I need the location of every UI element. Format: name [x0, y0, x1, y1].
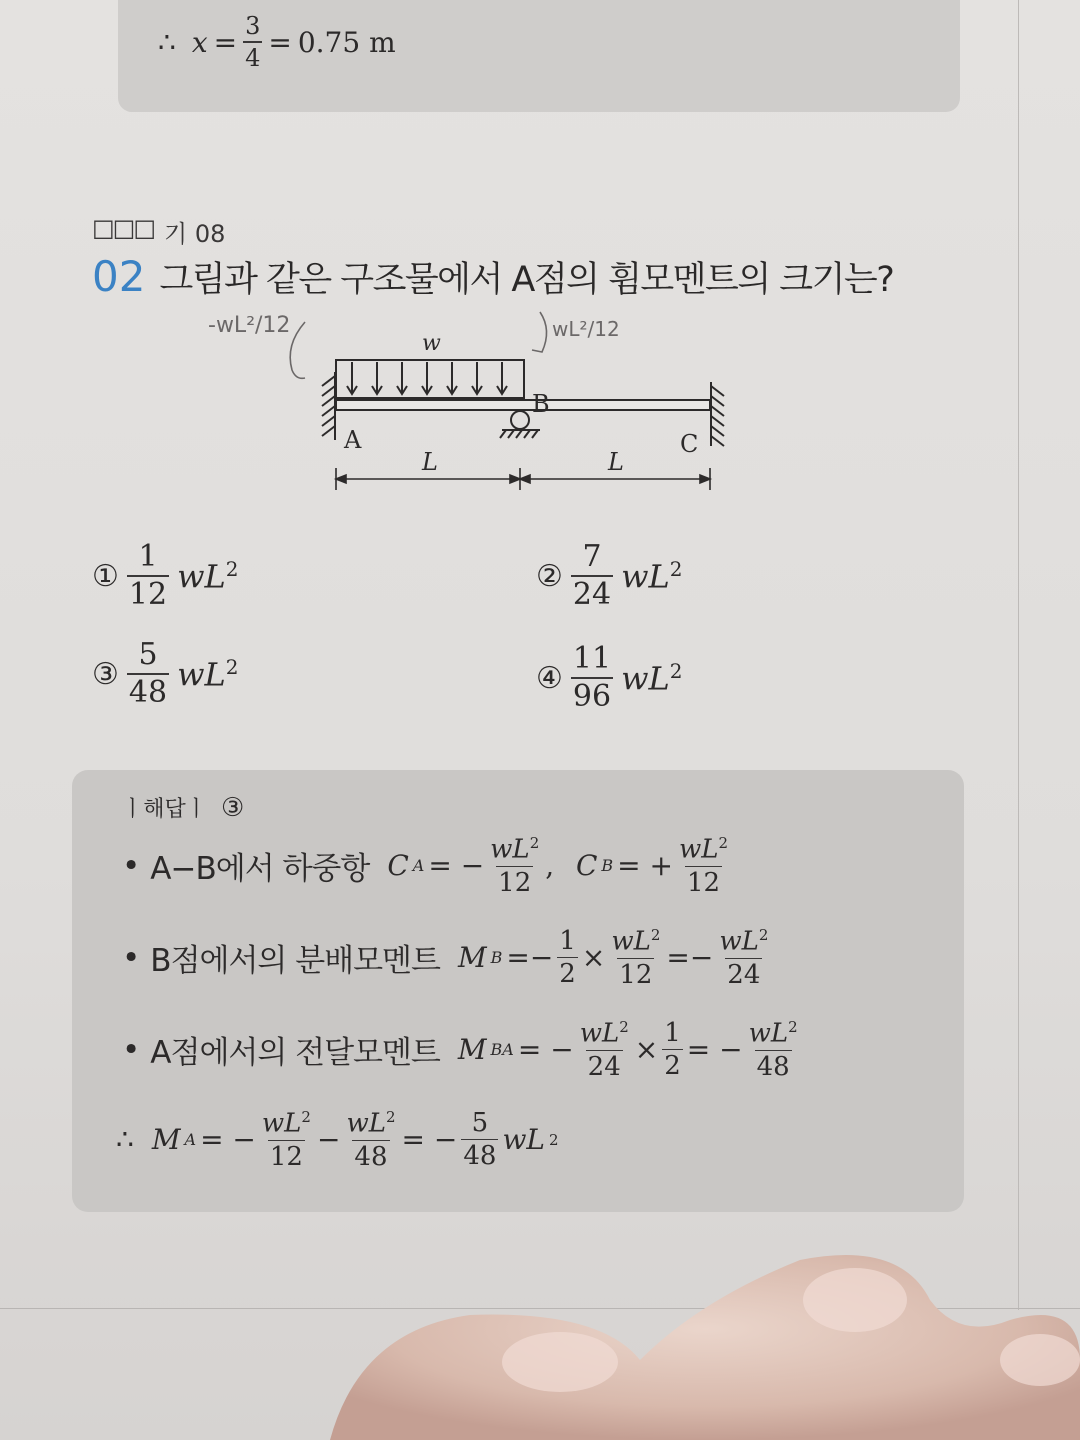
handwritten-left-text: -wL²/12 — [208, 313, 291, 338]
handwritten-right-text: wL²/12 — [552, 317, 620, 341]
load-label-w: w — [422, 331, 441, 356]
solution-final-math: ∴ M A = − $\frac{wL^2}{12}$ − $\frac{wL^2}{48}$ = − $\frac{5}{48}$ wL 2 — [116, 1108, 559, 1172]
frac-1-2: $\frac{1}{2}$ — [664, 1018, 681, 1082]
fingernail-3 — [1000, 1334, 1080, 1386]
frac-wl2-12: $\frac{wL^2}{12}$ — [490, 834, 540, 898]
label-point-b: B — [532, 390, 550, 418]
choice-3-exponent: 2 — [225, 654, 239, 679]
previous-solution-box — [118, 0, 960, 112]
choice-3-expr: wL — [177, 655, 226, 694]
choice-4-fraction — [571, 641, 613, 714]
choice-2-exponent: 2 — [669, 556, 683, 581]
exam-tag: 기 08 — [164, 220, 226, 248]
choice-1-expr: wL — [177, 557, 226, 596]
frac-1-2: $\frac{1}{2}$ — [559, 926, 576, 990]
choice-3-denominator: 48 — [128, 675, 168, 710]
frac-5-48: $\frac{5}{48}$ — [463, 1108, 497, 1172]
variable-x: x — [191, 25, 208, 59]
label-point-c: C — [680, 430, 699, 458]
choice-2-numerator: 7 — [582, 539, 602, 574]
adjacent-page-edge — [1018, 0, 1080, 1310]
result-value: 0.75 m — [297, 25, 396, 59]
solution-box — [72, 770, 964, 1212]
review-checkboxes: □□□ — [92, 214, 155, 242]
frac-wl2-24: $\frac{wL^2}{24}$ — [579, 1018, 629, 1082]
choice-3-numerator: 5 — [138, 637, 158, 672]
handwritten-left-note — [208, 313, 305, 378]
choice-3[interactable] — [92, 637, 239, 710]
fixed-support-a — [322, 372, 335, 440]
solution-line-3-text: A점에서의 전달모멘트 — [150, 1035, 440, 1072]
label-point-a: A — [344, 426, 362, 454]
choice-2[interactable] — [536, 539, 683, 612]
page-bottom-rule — [0, 1308, 1080, 1309]
choice-4-expression — [621, 659, 682, 698]
choice-1[interactable] — [92, 539, 239, 612]
therefore-symbol: ∴ — [158, 25, 176, 59]
choice-4-exponent: 2 — [669, 658, 683, 683]
distributed-load — [336, 360, 524, 398]
beam-figure — [180, 300, 780, 510]
frac-wl2-48: $\frac{wL^2}{48}$ — [346, 1108, 396, 1172]
choice-2-denominator: 24 — [572, 577, 612, 612]
bullet: • — [122, 847, 141, 884]
solution-line-2 — [122, 928, 770, 988]
fraction-denominator: 4 — [243, 41, 262, 70]
choice-2-expr: wL — [621, 557, 670, 596]
choice-1-expression — [177, 557, 238, 596]
choice-2-expression — [621, 557, 682, 596]
solution-line-1 — [122, 836, 730, 896]
choice-1-numerator: 1 — [138, 539, 158, 574]
problem-question: 그림과 같은 구조물에서 A점의 휨모멘트의 크기는? — [159, 260, 894, 300]
choice-1-fraction — [127, 539, 169, 612]
choice-1-exponent: 2 — [225, 556, 239, 581]
fingernail-2 — [803, 1268, 907, 1332]
choice-4[interactable] — [536, 641, 683, 714]
span-label-ab: L — [422, 448, 438, 476]
frac-wl2-24: $\frac{wL^2}{24}$ — [719, 926, 769, 990]
equals-sign: = — [213, 25, 238, 59]
problem-title — [92, 252, 893, 302]
choice-2-mark: ② — [536, 558, 563, 594]
fraction-3-4 — [243, 14, 262, 70]
frac-wl2-48: $\frac{wL^2}{48}$ — [748, 1018, 798, 1082]
previous-result — [158, 14, 396, 70]
solution-line-2-text: B점에서의 분배모멘트 — [150, 943, 440, 980]
solution-header — [122, 792, 244, 823]
frac-wl2-12: $\frac{wL^2}{12}$ — [678, 834, 729, 898]
bullet: • — [122, 939, 141, 976]
frac-wl2-12: $\frac{wL^2}{12}$ — [261, 1108, 311, 1172]
choice-4-numerator: 11 — [572, 641, 612, 676]
choice-4-expr: wL — [621, 659, 670, 698]
handwritten-right-note — [532, 312, 620, 352]
solution-line-1-text: A−B에서 하중항 — [150, 851, 370, 888]
span-label-bc: L — [608, 448, 624, 476]
therefore-symbol: ∴ — [116, 1123, 134, 1157]
finger-shapes — [330, 1255, 1080, 1440]
dimension-lines — [336, 468, 710, 490]
solution-line-3 — [122, 1020, 800, 1080]
solution-line-1-math: C A = − $\frac{wL^2}{12}$ , C B = + $\frac{wL^2}{12}$ — [387, 834, 729, 898]
choice-3-fraction — [127, 637, 169, 710]
choice-3-mark: ③ — [92, 656, 119, 692]
solution-line-3-math: M BA = − $\frac{wL^2}{24}$ × $\frac{1}{2}$ = − $\frac{wL^2}{48}$ — [457, 1018, 798, 1082]
beam — [336, 400, 710, 410]
bullet: • — [122, 1031, 141, 1068]
fingernail-1 — [502, 1332, 618, 1392]
choice-4-mark: ④ — [536, 660, 563, 696]
solution-line-4 — [116, 1110, 559, 1170]
solution-header-label: ㅣ해답ㅣ — [122, 797, 208, 822]
choice-1-denominator: 12 — [128, 577, 168, 612]
solution-answer: ③ — [221, 792, 245, 823]
choice-2-fraction — [571, 539, 613, 612]
equals-sign: = — [268, 25, 292, 59]
fraction-numerator: 3 — [245, 12, 261, 40]
frac-wl2-12: $\frac{wL^2}{12}$ — [611, 926, 661, 990]
choice-4-denominator: 96 — [572, 679, 612, 714]
problem-meta — [92, 214, 225, 249]
choice-3-expression — [177, 655, 238, 694]
solution-line-2-math: M B =− $\frac{1}{2}$ × $\frac{wL^2}{12}$ =− $\frac{wL^2}{24}$ — [457, 926, 769, 990]
fixed-support-c — [711, 382, 724, 446]
choice-1-mark: ① — [92, 558, 119, 594]
problem-number: 02 — [92, 252, 146, 301]
